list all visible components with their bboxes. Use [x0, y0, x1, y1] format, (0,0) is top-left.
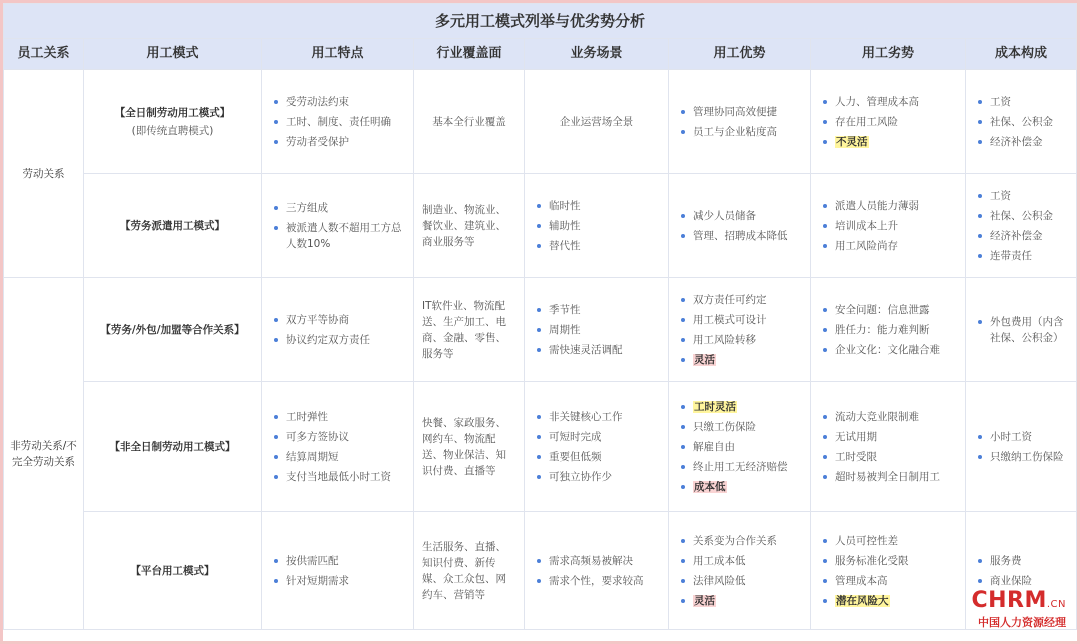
table-row — [4, 382, 1077, 512]
list-item — [976, 314, 1072, 346]
header-cell: 用工劣势 — [811, 39, 966, 70]
bullet-list — [669, 292, 810, 368]
list-item — [679, 459, 806, 475]
list-item-text: 无试用期 — [835, 430, 877, 443]
list-item — [535, 342, 664, 358]
list-item — [679, 439, 806, 455]
list-item-text: 关系变为合作关系 — [693, 534, 777, 547]
list-item-text: 员工与企业粘度高 — [693, 125, 777, 138]
list-item-text: 灵活 — [694, 353, 715, 366]
table-row — [4, 174, 1077, 278]
table-row — [4, 512, 1077, 630]
bullet-list — [669, 399, 810, 495]
logo-subtitle: 中国人力资源经理 — [978, 616, 1066, 629]
list-item — [272, 114, 409, 130]
list-item — [821, 409, 961, 425]
relation-cell: 劳动关系 — [4, 70, 84, 278]
industry-cell: 制造业、物流业、餐饮业、建筑业、商业服务等 — [414, 174, 525, 278]
industry-cell: IT软件业、物流配送、生产加工、电商、金融、零售、服务等 — [414, 278, 525, 382]
list-item-text: 工时灵活 — [694, 400, 736, 413]
header-cell: 员工关系 — [4, 39, 84, 70]
list-item-text: 周期性 — [549, 323, 581, 336]
header-cell: 用工模式 — [84, 39, 262, 70]
list-item-text: 双方平等协商 — [286, 313, 349, 326]
bullet-list — [669, 208, 810, 244]
mode-cell — [84, 382, 262, 512]
industry-cell: 基本全行业覆盖 — [414, 70, 525, 174]
list-item-text: 解雇自由 — [693, 440, 735, 453]
list-item — [535, 218, 664, 234]
list-item — [679, 479, 806, 495]
list-item — [679, 312, 806, 328]
list-item-text: 工时弹性 — [286, 410, 328, 423]
costs-cell — [966, 70, 1077, 174]
list-item — [976, 114, 1072, 130]
list-item-text: 工时受限 — [835, 450, 877, 463]
costs-cell — [966, 382, 1077, 512]
list-item-text: 支付当地最低小时工资 — [286, 470, 391, 483]
header-cell: 用工特点 — [262, 39, 414, 70]
header-row — [4, 39, 1077, 70]
header-cell: 业务场景 — [525, 39, 669, 70]
logo-text: CHRM — [971, 588, 1047, 613]
bullet-list — [262, 200, 413, 252]
list-item-text: 管理成本高 — [835, 574, 888, 587]
list-item-text: 劳动者受保护 — [286, 135, 349, 148]
list-item — [272, 553, 409, 569]
scenarios-cell: 企业运营场全景 — [525, 70, 669, 174]
disadvantages-cell — [811, 382, 966, 512]
list-item-text: 派遣人员能力薄弱 — [835, 199, 919, 212]
list-item-text: 工时、制度、责任明确 — [286, 115, 391, 128]
list-item — [821, 429, 961, 445]
list-item-text: 管理协同高效便捷 — [693, 105, 777, 118]
list-item — [272, 469, 409, 485]
list-item — [679, 104, 806, 120]
mode-name: 【非全日制劳动用工模式】 — [109, 440, 236, 453]
list-item — [535, 238, 664, 254]
list-item-text: 胜任力：能力难判断 — [835, 323, 930, 336]
list-item-text: 用工风险转移 — [693, 333, 756, 346]
list-item — [679, 332, 806, 348]
list-item — [535, 449, 664, 465]
list-item-text: 重要但低频 — [549, 450, 602, 463]
list-item-text: 灵活 — [694, 594, 715, 607]
list-item — [535, 573, 664, 589]
list-item-text: 社保、公积金 — [990, 115, 1053, 128]
disadvantages-cell — [811, 278, 966, 382]
list-item — [679, 533, 806, 549]
list-item-text: 管理、招聘成本降低 — [693, 229, 788, 242]
bullet-list — [525, 553, 668, 589]
list-item — [821, 533, 961, 549]
list-item-text: 社保、公积金 — [990, 209, 1053, 222]
scenarios-cell — [525, 174, 669, 278]
bullet-list — [525, 409, 668, 485]
list-item-text: 连带责任 — [990, 249, 1032, 262]
scenarios-cell — [525, 512, 669, 630]
list-item-text: 用工成本低 — [693, 554, 746, 567]
bullet-list — [525, 198, 668, 254]
header-cell: 行业覆盖面 — [414, 39, 525, 70]
list-item-text: 流动大竞业限制难 — [835, 410, 919, 423]
bullet-list — [262, 312, 413, 348]
list-item — [976, 248, 1072, 264]
bullet-list — [811, 533, 965, 609]
list-item — [976, 228, 1072, 244]
list-item — [535, 322, 664, 338]
bullet-list — [811, 409, 965, 485]
list-item — [272, 134, 409, 150]
list-item-text: 小时工资 — [990, 430, 1032, 443]
list-item — [821, 94, 961, 110]
features-cell — [262, 278, 414, 382]
bullet-list — [966, 553, 1076, 589]
list-item-text: 超时易被判全日制用工 — [835, 470, 940, 483]
list-item — [821, 573, 961, 589]
mode-name: 【劳务/外包/加盟等合作关系】 — [100, 323, 245, 336]
list-item — [535, 553, 664, 569]
bullet-list — [811, 302, 965, 358]
mode-cell — [84, 278, 262, 382]
list-item-text: 三方组成 — [286, 201, 328, 214]
list-item — [821, 218, 961, 234]
list-item-text: 企业文化：文化融合难 — [835, 343, 940, 356]
list-item — [821, 134, 961, 150]
bullet-list — [966, 429, 1076, 465]
bullet-list — [811, 94, 965, 150]
table-title: 多元用工模式列举与优劣势分析 — [4, 4, 1077, 39]
costs-cell — [966, 174, 1077, 278]
features-cell — [262, 512, 414, 630]
list-item — [976, 94, 1072, 110]
list-item-text: 用工风险尚存 — [835, 239, 898, 252]
list-item-text: 人员可控性差 — [835, 534, 898, 547]
list-item-text: 减少人员储备 — [693, 209, 756, 222]
mode-name: 【全日制劳动用工模式】 — [114, 106, 231, 119]
list-item — [679, 208, 806, 224]
list-item — [821, 553, 961, 569]
bullet-list — [966, 314, 1076, 346]
bullet-list — [669, 104, 810, 140]
list-item-text: 被派遣人数不超用工方总人数10% — [286, 221, 402, 250]
advantages-cell — [669, 382, 811, 512]
list-item-text: 成本低 — [694, 480, 726, 493]
list-item-text: 可独立协作少 — [549, 470, 612, 483]
disadvantages-cell — [811, 70, 966, 174]
list-item — [821, 469, 961, 485]
analysis-table — [3, 3, 1077, 630]
list-item — [976, 208, 1072, 224]
list-item — [679, 292, 806, 308]
list-item-text: 法律风险低 — [693, 574, 746, 587]
list-item — [976, 573, 1072, 589]
list-item-text: 需求高频易被解决 — [549, 554, 633, 567]
header-cell: 成本构成 — [966, 39, 1077, 70]
list-item — [272, 200, 409, 216]
list-item-text: 针对短期需求 — [286, 574, 349, 587]
list-item — [679, 419, 806, 435]
table-row — [4, 278, 1077, 382]
list-item — [272, 220, 409, 252]
list-item-text: 辅助性 — [549, 219, 581, 232]
list-item — [679, 228, 806, 244]
mode-subtitle: (即传统直聘模式) — [131, 124, 214, 137]
list-item-text: 只缴纳工伤保险 — [990, 450, 1064, 463]
features-cell — [262, 70, 414, 174]
list-item — [679, 573, 806, 589]
list-item-text: 服务费 — [990, 554, 1022, 567]
list-item-text: 工资 — [990, 189, 1011, 202]
features-cell — [262, 174, 414, 278]
logo-suffix: .CN — [1046, 599, 1066, 610]
list-item — [679, 352, 806, 368]
list-item-text: 不灵活 — [836, 135, 868, 148]
list-item-text: 可短时完成 — [549, 430, 602, 443]
scenarios-cell — [525, 278, 669, 382]
list-item — [535, 429, 664, 445]
mode-cell — [84, 512, 262, 630]
list-item-text: 用工模式可设计 — [693, 313, 767, 326]
list-item-text: 双方责任可约定 — [693, 293, 767, 306]
list-item-text: 临时性 — [549, 199, 581, 212]
list-item — [976, 553, 1072, 569]
list-item-text: 经济补偿金 — [990, 229, 1043, 242]
list-item-text: 终止用工无经济赔偿 — [693, 460, 788, 473]
list-item-text: 服务标准化受限 — [835, 554, 909, 567]
list-item-text: 只缴工伤保险 — [693, 420, 756, 433]
list-item — [821, 238, 961, 254]
list-item — [272, 332, 409, 348]
list-item — [272, 94, 409, 110]
list-item-text: 按供需匹配 — [286, 554, 339, 567]
bullet-list — [525, 302, 668, 358]
list-item — [535, 409, 664, 425]
costs-cell — [966, 278, 1077, 382]
list-item — [821, 322, 961, 338]
list-item-text: 商业保险 — [990, 574, 1032, 587]
chrm-logo — [971, 590, 1066, 630]
list-item — [976, 188, 1072, 204]
list-item — [821, 302, 961, 318]
mode-cell — [84, 174, 262, 278]
list-item-text: 培训成本上升 — [835, 219, 898, 232]
bullet-list — [262, 94, 413, 150]
list-item — [679, 553, 806, 569]
list-item — [976, 449, 1072, 465]
bullet-list — [262, 553, 413, 589]
list-item-text: 非关键核心工作 — [549, 410, 623, 423]
list-item — [679, 593, 806, 609]
features-cell — [262, 382, 414, 512]
disadvantages-cell — [811, 174, 966, 278]
list-item — [272, 449, 409, 465]
header-cell: 用工优势 — [669, 39, 811, 70]
list-item — [976, 134, 1072, 150]
list-item — [821, 449, 961, 465]
advantages-cell — [669, 512, 811, 630]
list-item-text: 工资 — [990, 95, 1011, 108]
list-item — [821, 593, 961, 609]
list-item — [976, 429, 1072, 445]
list-item — [272, 409, 409, 425]
mode-cell — [84, 70, 262, 174]
list-item-text: 安全问题：信息泄露 — [835, 303, 930, 316]
scenarios-cell — [525, 382, 669, 512]
advantages-cell — [669, 278, 811, 382]
list-item-text: 人力、管理成本高 — [835, 95, 919, 108]
bullet-list — [966, 94, 1076, 150]
list-item — [679, 399, 806, 415]
list-item — [272, 312, 409, 328]
table-row — [4, 70, 1077, 174]
list-item-text: 需求个性，要求较高 — [549, 574, 644, 587]
list-item-text: 存在用工风险 — [835, 115, 898, 128]
list-item — [821, 198, 961, 214]
list-item — [535, 469, 664, 485]
list-item-text: 外包费用（内含社保、公积金） — [990, 315, 1064, 344]
list-item — [679, 124, 806, 140]
list-item-text: 潜在风险大 — [836, 594, 889, 607]
list-item — [535, 302, 664, 318]
mode-name: 【平台用工模式】 — [130, 564, 215, 577]
industry-cell: 生活服务、直播、知识付费、新传媒、众工众包、网约车、营销等 — [414, 512, 525, 630]
list-item-text: 受劳动法约束 — [286, 95, 349, 108]
relation-cell: 非劳动关系/不完全劳动关系 — [4, 278, 84, 630]
list-item-text: 可多方签协议 — [286, 430, 349, 443]
list-item-text: 经济补偿金 — [990, 135, 1043, 148]
list-item-text: 季节性 — [549, 303, 581, 316]
list-item — [272, 429, 409, 445]
list-item-text: 替代性 — [549, 239, 581, 252]
bullet-list — [811, 198, 965, 254]
advantages-cell — [669, 70, 811, 174]
list-item — [821, 114, 961, 130]
list-item-text: 结算周期短 — [286, 450, 339, 463]
bullet-list — [966, 188, 1076, 264]
list-item-text: 需快速灵活调配 — [549, 343, 623, 356]
bullet-list — [669, 533, 810, 609]
bullet-list — [262, 409, 413, 485]
list-item — [821, 342, 961, 358]
list-item — [535, 198, 664, 214]
mode-name: 【劳务派遣用工模式】 — [120, 219, 225, 232]
disadvantages-cell — [811, 512, 966, 630]
list-item — [272, 573, 409, 589]
list-item-text: 协议约定双方责任 — [286, 333, 370, 346]
advantages-cell — [669, 174, 811, 278]
industry-cell: 快餐、家政服务、网约车、物流配送、物业保洁、知识付费、直播等 — [414, 382, 525, 512]
